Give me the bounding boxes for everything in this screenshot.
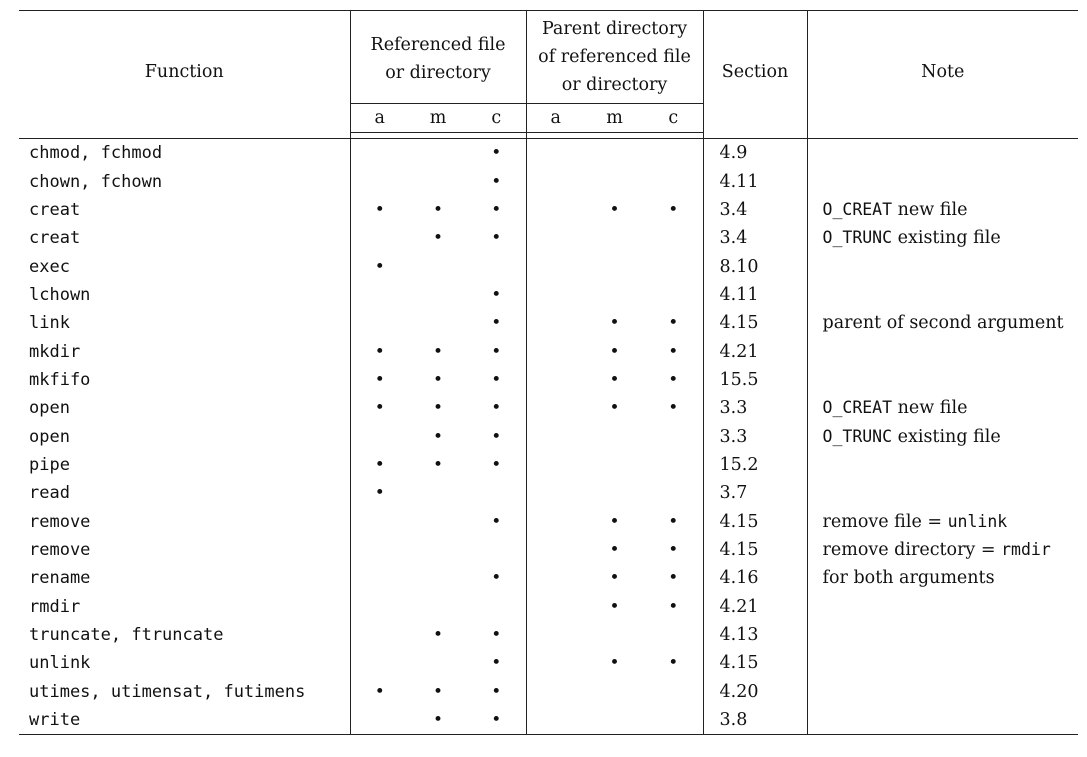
function-cell: link [29,313,70,334]
function-cell: mkdir [29,341,81,362]
note-text: for both arguments [822,568,995,589]
section-cell: 3.3 [703,394,807,422]
empty-cell [526,224,585,252]
empty-cell [585,281,644,309]
timestamp-dot: • [491,171,502,192]
note-code: O_TRUNC [822,426,893,446]
timestamp-dot: • [491,568,502,589]
note-text: parent of second argument [822,313,1064,334]
note-cell [807,621,1078,649]
timestamp-dot: • [609,596,620,617]
empty-cell [526,394,585,422]
empty-cell [585,224,644,252]
empty-cell [526,309,585,337]
empty-cell [350,706,409,735]
table-row [19,706,1078,735]
empty-cell [644,422,703,450]
empty-cell [409,479,467,507]
empty-cell [526,479,585,507]
section-cell: 3.4 [703,196,807,224]
timestamp-dot: • [432,228,444,249]
note-cell [807,366,1078,394]
empty-cell [526,564,585,592]
function-cell: truncate, ftruncate [29,625,224,646]
note-text: remove file = [822,511,948,532]
note-cell [807,479,1078,507]
section-cell: 3.4 [703,224,807,252]
table-row [19,394,1078,422]
note-header: Note [807,11,1078,133]
timestamp-dot: • [350,678,409,706]
table-row [19,507,1078,535]
timestamp-dot: • [491,199,502,220]
function-cell: mkfifo [29,369,91,390]
note-text: existing file [892,426,1001,447]
timestamp-dot: • [491,681,502,702]
empty-cell [350,536,409,564]
section-cell: 8.10 [703,252,807,280]
table-row [19,536,1078,564]
section-cell: 4.15 [703,507,807,535]
timestamp-dot: • [432,199,444,220]
timestamp-dot: • [350,366,409,394]
parent-m-header: m [585,104,644,133]
empty-cell [409,593,467,621]
section-cell: 3.3 [703,422,807,450]
timestamp-dot: • [668,369,679,390]
empty-cell [350,139,409,168]
section-cell: 3.8 [703,706,807,735]
timestamp-dot: • [491,284,502,305]
timestamp-dot: • [491,398,502,419]
function-timestamp-table [19,10,1078,735]
function-cell: chown, fchown [29,171,163,192]
timestamp-dot: • [491,369,502,390]
timestamp-dot: • [491,143,502,164]
note-text: new file [892,199,968,220]
timestamp-dot: • [432,369,444,390]
timestamp-dot: • [668,398,679,419]
table-body [19,139,1078,735]
empty-cell [467,536,526,564]
table-row [19,593,1078,621]
timestamp-dot: • [467,706,526,735]
function-cell: read [29,483,70,504]
function-cell: remove [29,511,91,532]
section-cell: 4.9 [703,139,807,168]
note-cell [807,706,1078,735]
note-cell [807,224,1078,252]
table-row [19,678,1078,706]
note-cell [807,196,1078,224]
timestamp-dot: • [432,454,444,475]
note-code: O_CREAT [822,199,893,219]
function-cell: chmod, fchmod [29,143,163,164]
empty-cell [409,536,467,564]
section-cell: 15.5 [703,366,807,394]
note-cell [807,281,1078,309]
note-cell [807,564,1078,592]
empty-cell [644,224,703,252]
empty-cell [644,451,703,479]
note-cell [807,252,1078,280]
table-row [19,167,1078,195]
function-cell: exec [29,256,70,277]
empty-cell [644,252,703,280]
timestamp-dot: • [609,539,620,560]
section-cell: 4.11 [703,167,807,195]
empty-cell [526,536,585,564]
section-cell: 4.15 [703,649,807,677]
section-cell: 4.21 [703,593,807,621]
empty-cell [409,507,467,535]
empty-cell [526,621,585,649]
timestamp-dot: • [609,568,620,589]
table-row [19,479,1078,507]
timestamp-dot: • [491,653,502,674]
empty-cell [350,621,409,649]
note-code: unlink [947,511,1008,531]
empty-cell [585,139,644,168]
note-cell [807,451,1078,479]
section-cell: 4.15 [703,309,807,337]
empty-cell [526,196,585,224]
empty-cell [350,167,409,195]
parent-group-header: Parent directory of referenced file or directory [526,11,703,104]
empty-cell [350,281,409,309]
note-text: remove directory = [822,539,1002,560]
timestamp-dot: • [609,369,620,390]
timestamp-dot: • [350,252,409,280]
timestamp-dot: • [432,625,444,646]
function-cell: rename [29,568,91,589]
function-cell: creat [29,199,81,220]
timestamp-dot: • [668,568,679,589]
table-row [19,649,1078,677]
empty-cell [409,309,467,337]
empty-cell [409,564,467,592]
note-cell [807,167,1078,195]
empty-cell [644,706,703,735]
section-cell: 4.11 [703,281,807,309]
empty-cell [467,479,526,507]
empty-cell [350,564,409,592]
empty-cell [585,422,644,450]
function-cell: utimes, utimensat, futimens [29,681,306,702]
table-row [19,252,1078,280]
timestamp-dot: • [491,341,502,362]
note-cell [807,536,1078,564]
timestamp-dot: • [432,681,444,702]
empty-cell [350,507,409,535]
empty-cell [585,706,644,735]
section-cell: 4.13 [703,621,807,649]
timestamp-dot: • [609,313,620,334]
timestamp-dot: • [609,341,620,362]
note-cell [807,394,1078,422]
table-row [19,337,1078,365]
timestamp-dot: • [432,426,444,447]
empty-cell [409,281,467,309]
empty-cell [350,422,409,450]
timestamp-dot: • [350,394,409,422]
ref-c-header: c [467,104,526,133]
empty-cell [350,649,409,677]
note-cell [807,309,1078,337]
timestamp-dot: • [350,451,409,479]
timestamp-dot: • [609,653,620,674]
empty-cell [526,422,585,450]
empty-cell [350,593,409,621]
section-cell: 4.15 [703,536,807,564]
empty-cell [585,451,644,479]
timestamp-dot: • [668,511,679,532]
empty-cell [585,479,644,507]
empty-cell [526,281,585,309]
parent-c-header: c [644,104,703,133]
empty-cell [409,649,467,677]
empty-cell [526,337,585,365]
timestamp-dot: • [491,454,502,475]
section-header: Section [703,11,807,133]
section-cell: 4.21 [703,337,807,365]
timestamp-dot: • [409,706,467,735]
empty-cell [526,252,585,280]
timestamp-dot: • [491,511,502,532]
empty-cell [526,678,585,706]
note-cell [807,507,1078,535]
timestamp-dot: • [491,426,502,447]
parent-a-header: a [526,104,585,133]
empty-cell [526,167,585,195]
timestamp-dot: • [668,653,679,674]
timestamp-dot: • [668,313,679,334]
empty-cell [644,281,703,309]
ref-a-header: a [350,104,409,133]
note-cell [807,649,1078,677]
timestamp-dot: • [668,539,679,560]
empty-cell [526,706,585,735]
timestamp-dot: • [668,596,679,617]
table-row [19,224,1078,252]
timestamp-dot: • [668,341,679,362]
empty-cell [644,678,703,706]
function-cell: pipe [29,454,70,475]
empty-cell [409,252,467,280]
empty-cell [467,252,526,280]
table-row [19,621,1078,649]
note-cell [807,139,1078,168]
referenced-group-header: Referenced file or directory [350,11,526,104]
function-header: Function [19,11,350,133]
empty-cell [644,167,703,195]
table-row [19,196,1078,224]
timestamp-dot: • [350,479,409,507]
section-cell: 4.20 [703,678,807,706]
table-row [19,451,1078,479]
empty-cell [350,224,409,252]
timestamp-dot: • [609,398,620,419]
empty-cell [526,366,585,394]
empty-cell [644,139,703,168]
function-cell: remove [29,539,91,560]
empty-cell [526,139,585,168]
timestamp-dot: • [491,625,502,646]
empty-cell [409,139,467,168]
empty-cell [526,593,585,621]
timestamp-dot: • [432,341,444,362]
function-cell: open [29,426,70,447]
empty-cell [350,309,409,337]
empty-cell [526,451,585,479]
note-cell [807,678,1078,706]
table-row [19,422,1078,450]
timestamp-dot: • [432,398,444,419]
note-cell [807,337,1078,365]
note-text: existing file [892,228,1001,249]
function-cell: creat [29,228,81,249]
note-cell [807,422,1078,450]
table-row [19,309,1078,337]
function-cell: write [19,706,350,735]
table-row [19,281,1078,309]
empty-cell [526,649,585,677]
empty-cell [585,678,644,706]
timestamp-dot: • [491,313,502,334]
timestamp-dot: • [609,511,620,532]
empty-cell [585,621,644,649]
timestamp-dot: • [491,228,502,249]
section-cell: 3.7 [703,479,807,507]
note-code: O_CREAT [822,398,893,418]
table-row [19,139,1078,168]
timestamp-dot: • [350,337,409,365]
ref-m-header: m [409,104,467,133]
timestamp-dot: • [609,199,620,220]
empty-cell [467,593,526,621]
section-cell: 15.2 [703,451,807,479]
note-code: rmdir [1001,539,1051,559]
table-row [19,564,1078,592]
timestamp-dot: • [350,196,409,224]
function-cell: lchown [29,284,91,305]
section-cell: 4.16 [703,564,807,592]
function-cell: unlink [29,653,91,674]
empty-cell [644,479,703,507]
empty-cell [585,252,644,280]
function-cell: open [29,398,70,419]
empty-cell [585,167,644,195]
table-row [19,366,1078,394]
empty-cell [409,167,467,195]
empty-cell [526,507,585,535]
note-cell [807,593,1078,621]
empty-cell [644,621,703,649]
note-code: O_TRUNC [822,228,893,248]
function-cell: rmdir [29,596,81,617]
note-text: new file [892,398,968,419]
timestamp-dot: • [668,199,679,220]
